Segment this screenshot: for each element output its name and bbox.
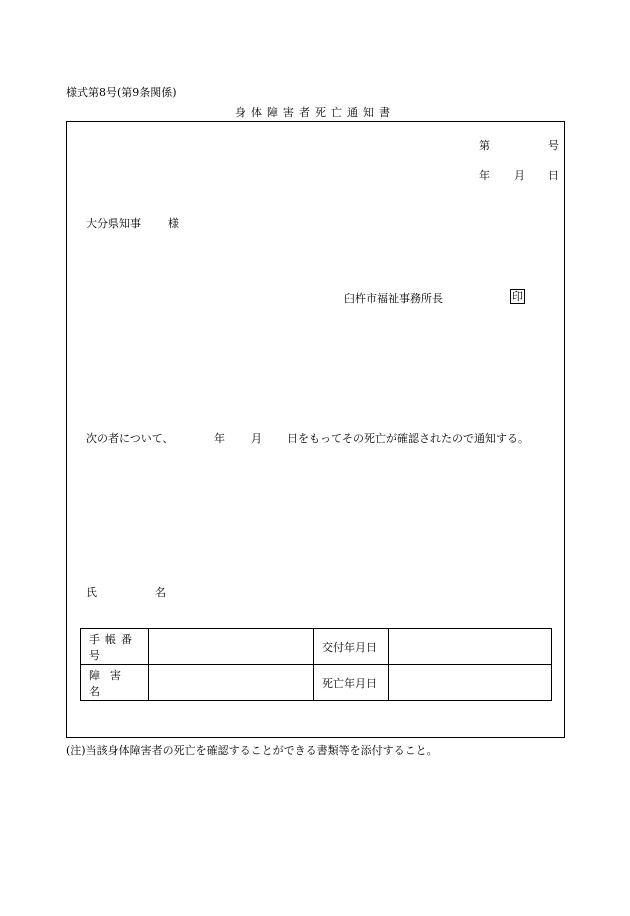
info-table (80, 628, 552, 701)
body-year: 年 (214, 432, 225, 445)
honorific: 様 (168, 217, 179, 230)
death-date-value[interactable] (389, 665, 552, 701)
name-label-first: 氏 (86, 586, 97, 599)
body-lead: 次の者について、 (86, 432, 174, 445)
sender: 臼杵市福祉事務所長 (344, 292, 443, 305)
date-day: 日 (548, 169, 559, 182)
footnote: (注)当該身体障害者の死亡を確認することができる書類等を添付すること。 (66, 744, 438, 757)
issue-date-label: 交付年月日 (314, 629, 389, 665)
table-row (81, 629, 552, 665)
form-code: 様式第8号(第9条関係) (66, 86, 177, 99)
handbook-number-value[interactable] (149, 629, 314, 665)
date-month: 月 (514, 169, 525, 182)
issue-date-value[interactable] (389, 629, 552, 665)
document-title: 身体障害者死亡通知書 (235, 106, 395, 119)
death-date-label: 死亡年月日 (314, 665, 389, 701)
seal-mark: 印 (512, 290, 523, 303)
number-prefix: 第 (479, 139, 490, 152)
addressee: 大分県知事 (86, 217, 141, 230)
table-row (81, 665, 552, 701)
body-tail: 日をもってその死亡が確認されたので通知する。 (287, 432, 529, 445)
number-suffix: 号 (548, 139, 559, 152)
body-month: 月 (251, 432, 262, 445)
handbook-number-label: 手帳番号 (81, 629, 149, 665)
disability-name-value[interactable] (149, 665, 314, 701)
disability-name-label: 障害名 (81, 665, 149, 701)
name-label-second: 名 (155, 586, 166, 599)
date-year: 年 (479, 169, 490, 182)
